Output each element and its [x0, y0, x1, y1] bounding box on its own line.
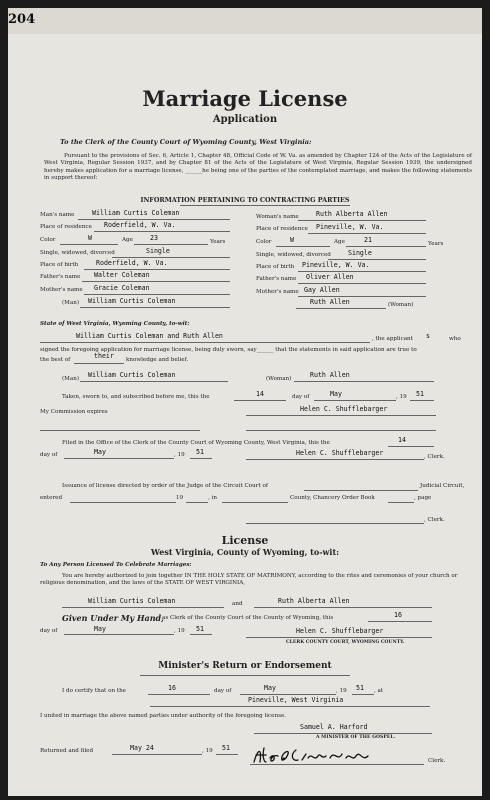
man-years-label: Years [210, 239, 226, 245]
minister-title: Minister's Return or Endorsement [158, 661, 332, 671]
document-title: Marriage License [142, 86, 348, 111]
field-line [84, 269, 230, 270]
woman-signature: Ruth Allen [310, 298, 350, 306]
minister-united: I united in marriage the above named parties under authority of the foregoing license. [40, 713, 287, 719]
mans-name-label: Man's name [40, 212, 75, 218]
field-line [246, 415, 436, 416]
man-status-value: Single [146, 247, 170, 255]
woman-residence-value: Pineville, W. Va. [316, 223, 384, 231]
field-line [410, 400, 434, 401]
woman-age-label: Age [334, 239, 345, 245]
field-line [64, 458, 174, 459]
womans-name-label: Woman's name [256, 214, 299, 220]
field-line [240, 694, 336, 695]
intro-paragraph: Pursuant to the provisions of Sec. 6, Article 1, Chapter 48, Official Code of W. Va. as amended by Chapter 124 of the Acts of the Legislature of West Virginia, Regular Session 1937, and by Chapter 81 of the Acts of the Legislature of West Virginia, Regular Session 1939, the undersigned hereby makes application for a marriage license, ______he being one of the parties of the contemplated marriage, and makes the following statements in support thereof: [44, 153, 472, 182]
filed-text: Filed in the Office of the Clerk of the County Court of Wyoming County, West Virginia, this the [62, 440, 330, 446]
oath-year: 51 [416, 390, 424, 398]
field-line [190, 634, 212, 635]
woman-years-label: Years [428, 241, 444, 247]
oath-day: 14 [256, 390, 264, 398]
oath-sworn-text: signed the foregoing application for marriage license, being duly sworn, say______ that the statements in said application are true to [40, 347, 417, 353]
oath-man-signature: William Curtis Coleman [88, 371, 176, 379]
license-given-text: as Clerk of the County Court of the County of Wyoming, this [162, 615, 334, 621]
field-line [304, 490, 418, 491]
field-line [222, 502, 288, 503]
oath-their: their [94, 352, 114, 360]
woman-mother-label: Mother's name [256, 289, 299, 295]
man-mother-value: Gracie Coleman [94, 284, 150, 292]
oath-man-label: (Man) [62, 376, 80, 382]
page-number: 204 [8, 12, 36, 27]
issuance-line1: Issuance of license directed by order of the Judge of the Circuit Court of [62, 483, 268, 489]
minister-day: 16 [168, 684, 176, 692]
license-authorized: You are hereby authorized to join together IN THE HOLY STATE OF MATRIMONY, according to the rites and ceremonies of your church or religious denomination, and the laws of the STATE OF WEST VIRGINIA, [40, 573, 458, 587]
woman-residence-label: Place of residence [256, 226, 308, 232]
license-day-of: day of [40, 628, 58, 634]
field-line [298, 271, 426, 272]
woman-color-value: W [290, 236, 294, 244]
license-month: May [94, 625, 106, 633]
filed-day-of: day of [40, 452, 58, 458]
minister-certify: I do certify that on the [62, 688, 126, 694]
field-line [296, 308, 386, 309]
minister-at: , at [374, 688, 384, 694]
field-line [94, 231, 230, 232]
minister-place: Pineville, West Virginia [248, 696, 344, 704]
field-line [134, 244, 208, 245]
field-line [388, 502, 414, 503]
field-line [112, 754, 202, 755]
oath-woman-label: (Woman) [266, 376, 292, 382]
field-line [60, 244, 118, 245]
field-line [80, 381, 228, 382]
oath-applicants: William Curtis Coleman and Ruth Allen [76, 332, 223, 340]
field-line [246, 459, 424, 460]
oath-month: May [330, 390, 342, 398]
man-father-label: Father's name [40, 274, 81, 280]
minister-month: May [264, 684, 276, 692]
issuance-clerk: , Clerk. [424, 517, 445, 523]
license-clerk-caption: CLERK COUNTY COURT, WYOMING COUNTY. [286, 640, 405, 645]
field-line [254, 733, 432, 734]
oath-year-prefix: , 19 [396, 394, 407, 400]
issuance-entered: entered [40, 495, 63, 501]
field-line [308, 233, 426, 234]
minister-name: Samuel A. Harford [300, 723, 368, 731]
field-line [298, 220, 426, 221]
woman-father-label: Father's name [256, 276, 297, 282]
field-line [246, 430, 436, 431]
license-year: 51 [196, 625, 204, 633]
license-day: 16 [394, 611, 402, 619]
field-line [314, 400, 396, 401]
man-age-label: Age [122, 237, 133, 243]
section-info-header: INFORMATION PERTAINING TO CONTRACTING PARTIES [140, 196, 350, 204]
field-line [298, 283, 426, 284]
page-header-band [8, 8, 482, 34]
issuance-in: , in [208, 495, 217, 501]
field-line [62, 607, 224, 608]
minister-caption: A MINISTER OF THE GOSPEL. [316, 735, 396, 740]
divider [140, 675, 350, 676]
field-line [346, 246, 426, 247]
man-color-value: W [88, 234, 92, 242]
field-line [190, 458, 212, 459]
man-status-label: Single, widowed, divorced [40, 250, 115, 256]
field-line [40, 342, 370, 343]
woman-birthplace-label: Place of birth [256, 264, 295, 270]
field-line [40, 430, 200, 431]
oath-clerk-signature: Helen C. Shufflebarger [300, 405, 388, 413]
field-line [80, 307, 230, 308]
issuance-judicial: Judicial Circuit, [420, 483, 465, 489]
man-color-label: Color [40, 237, 56, 243]
oath-day-of: day of [292, 394, 310, 400]
man-residence-label: Place of residence [40, 224, 92, 230]
oath-state-line: State of West Virginia, Wyoming County, to-wit: [40, 321, 190, 327]
woman-status-label: Single, widowed, divorced [256, 252, 331, 258]
filed-month: May [94, 448, 106, 456]
issuance-county-book: County, Chancery Order Book [290, 495, 375, 501]
woman-sig-label: (Woman) [388, 302, 414, 308]
minister-year-prefix: , 19 [336, 688, 347, 694]
divider [180, 205, 350, 206]
field-line [216, 754, 238, 755]
license-title: License [221, 534, 269, 547]
field-line [186, 502, 208, 503]
license-clerk-signature: Helen C. Shufflebarger [296, 627, 384, 635]
to-clerk-heading: To the Clerk of the County Court of Wyoming County, West Virginia: [60, 138, 312, 146]
field-line [78, 219, 230, 220]
field-line [82, 281, 230, 282]
returned-year: 51 [222, 744, 230, 752]
field-line [64, 634, 174, 635]
field-line [234, 400, 286, 401]
license-and: and [232, 601, 243, 607]
field-line [74, 363, 124, 364]
filed-year-prefix: , 19 [174, 452, 185, 458]
womans-name-value: Ruth Alberta Allen [316, 210, 388, 218]
license-bride: Ruth Alberta Allen [278, 597, 350, 605]
field-line [368, 621, 432, 622]
man-father-value: Walter Coleman [94, 271, 150, 279]
field-line [246, 637, 432, 638]
issuance-page: , page [414, 495, 432, 501]
man-age-value: 23 [150, 234, 158, 242]
field-line [148, 694, 210, 695]
field-line [70, 502, 176, 503]
field-line [276, 246, 330, 247]
minister-clerk: Clerk. [428, 758, 446, 764]
minister-day-of: day of [214, 688, 232, 694]
filed-year: 51 [196, 448, 204, 456]
field-line [388, 446, 434, 447]
license-year-prefix: , 19 [174, 628, 185, 634]
field-line [294, 381, 434, 382]
license-groom: William Curtis Coleman [88, 597, 176, 605]
oath-knowledge: knowledge and belief. [126, 357, 189, 363]
woman-mother-value: Gay Allen [304, 286, 340, 294]
oath-who: who [449, 336, 461, 342]
returned-date: May 24 [130, 744, 154, 752]
man-mother-label: Mother's name [40, 287, 83, 293]
man-sig-label: (Man) [62, 300, 80, 306]
oath-sworn-line: Taken, sworn to, and subscribed before me, this the [62, 394, 210, 400]
returned-label: Returned and filed [40, 748, 94, 754]
woman-father-value: Oliver Allen [306, 273, 354, 281]
woman-color-label: Color [256, 239, 272, 245]
oath-applicant-s: s [426, 332, 430, 340]
oath-woman-signature: Ruth Allen [310, 371, 350, 379]
oath-commission: My Commission expires [40, 409, 108, 415]
field-line [254, 607, 432, 608]
woman-age-value: 21 [364, 236, 372, 244]
field-line [246, 523, 424, 524]
license-given: Given Under My Hand, [62, 613, 164, 623]
field-line [298, 296, 426, 297]
field-line [112, 257, 230, 258]
field-line [150, 706, 430, 707]
field-line [250, 764, 424, 765]
woman-status-value: Single [348, 249, 372, 257]
document-subtitle: Application [212, 114, 278, 125]
issuance-nineteen: 19 [176, 495, 184, 501]
filed-day: 14 [398, 436, 406, 444]
returned-year-prefix: , 19 [202, 748, 213, 754]
field-line [328, 259, 426, 260]
mans-name-value: William Curtis Coleman [92, 209, 180, 217]
paper-sheet [8, 8, 482, 796]
field-line [84, 294, 230, 295]
field-line [352, 694, 374, 695]
license-state-line: West Virginia, County of Wyoming, to-wit: [150, 547, 340, 557]
oath-best-of: the best of [40, 357, 71, 363]
oath-applicant-label: , the applicant [372, 336, 413, 342]
woman-birthplace-value: Pineville, W. Va. [302, 261, 370, 269]
filed-clerk: , Clerk. [424, 454, 445, 460]
filed-clerk-signature: Helen C. Shufflebarger [296, 449, 384, 457]
license-to-any: To Any Person Licensed To Celebrate Marriages: [40, 562, 192, 568]
minister-year: 51 [356, 684, 364, 692]
man-signature: William Curtis Coleman [88, 297, 176, 305]
man-birthplace-value: Roderfield, W. Va. [96, 259, 168, 267]
man-birthplace-label: Place of birth [40, 262, 79, 268]
man-residence-value: Roderfield, W. Va. [104, 221, 176, 229]
